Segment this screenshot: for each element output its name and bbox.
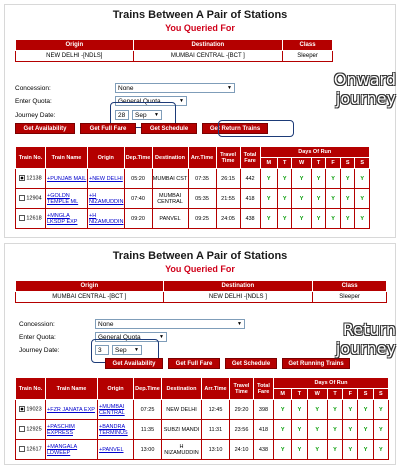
day-run-mark: Y bbox=[343, 420, 358, 440]
concession-select[interactable] bbox=[95, 319, 245, 329]
train-select-radio[interactable] bbox=[19, 195, 25, 201]
total-fare: 418 bbox=[254, 420, 274, 440]
day-s: S bbox=[373, 389, 388, 400]
origin-link[interactable]: +BANDRA TERMINUS bbox=[98, 420, 134, 440]
travel-time: 21:55 bbox=[216, 189, 240, 209]
day-run-mark: Y bbox=[277, 189, 292, 209]
quota-value: General Quota bbox=[118, 97, 161, 105]
day-run-mark: Y bbox=[307, 440, 327, 460]
day-w: W bbox=[292, 158, 311, 169]
col-total-fare: Total Fare bbox=[240, 147, 260, 169]
concession-select[interactable] bbox=[115, 83, 235, 93]
total-fare: 438 bbox=[254, 440, 274, 460]
train-no: 12925 bbox=[26, 426, 42, 433]
day-run-mark: Y bbox=[373, 440, 388, 460]
train-no: 12904 bbox=[26, 195, 42, 202]
get-running-trains-button[interactable]: Get Running Trains bbox=[282, 358, 350, 369]
onward-panel bbox=[4, 4, 396, 238]
col-origin: Origin bbox=[98, 378, 134, 400]
table-row bbox=[16, 440, 389, 460]
query-table bbox=[15, 280, 387, 303]
date-day-input[interactable]: 28 bbox=[115, 110, 129, 120]
onward-callout: Onward journey bbox=[333, 70, 396, 108]
col-destination: Destination bbox=[162, 378, 202, 400]
day-f: F bbox=[343, 389, 358, 400]
arr-time: 07:35 bbox=[188, 169, 216, 189]
day-run-mark: Y bbox=[311, 209, 326, 229]
results-table bbox=[15, 146, 370, 229]
day-run-mark: Y bbox=[311, 189, 326, 209]
train-no-cell[interactable] bbox=[16, 209, 46, 229]
col-arr-time: Arr.Time bbox=[202, 378, 230, 400]
col-dep-time: Dep.Time bbox=[124, 147, 152, 169]
query-header-destination: Destination bbox=[133, 40, 283, 51]
day-s: S bbox=[355, 158, 370, 169]
arr-time: 09:25 bbox=[188, 209, 216, 229]
destination: PANVEL bbox=[152, 209, 188, 229]
concession-value: None bbox=[118, 84, 134, 92]
train-no-cell[interactable] bbox=[16, 169, 46, 189]
date-day-input[interactable]: 3 bbox=[95, 345, 109, 355]
quota-label: Enter Quota: bbox=[15, 97, 52, 105]
query-class: Sleeper bbox=[283, 51, 333, 62]
col-days-of-run: Days Of Run bbox=[274, 378, 389, 389]
table-row bbox=[16, 189, 370, 209]
get-schedule-button[interactable]: Get Schedule bbox=[225, 358, 277, 369]
travel-time: 29:20 bbox=[230, 400, 254, 420]
day-run-mark: Y bbox=[307, 420, 327, 440]
concession-label: Concession: bbox=[19, 320, 55, 328]
train-select-radio[interactable] bbox=[19, 426, 25, 432]
destination: H NIZAMUDDIN bbox=[162, 440, 202, 460]
day-run-mark: Y bbox=[307, 400, 327, 420]
page-subtitle: You Queried For bbox=[165, 264, 235, 274]
results-body bbox=[16, 169, 370, 229]
day-run-mark: Y bbox=[292, 440, 307, 460]
get-full-fare-button[interactable]: Get Full Fare bbox=[80, 123, 136, 134]
train-select-radio[interactable] bbox=[19, 446, 25, 452]
origin-link[interactable]: +PANVEL bbox=[98, 440, 134, 460]
dep-time: 13:00 bbox=[134, 440, 162, 460]
day-run-mark: Y bbox=[274, 440, 292, 460]
day-run-mark: Y bbox=[260, 209, 277, 229]
arr-time: 12:45 bbox=[202, 400, 230, 420]
travel-time: 26:15 bbox=[216, 169, 240, 189]
day-run-mark: Y bbox=[326, 189, 341, 209]
day-run-mark: Y bbox=[358, 440, 373, 460]
day-m: M bbox=[260, 158, 277, 169]
total-fare: 398 bbox=[254, 400, 274, 420]
get-schedule-button[interactable]: Get Schedule bbox=[141, 123, 197, 134]
train-no: 12138 bbox=[26, 175, 42, 182]
day-w: W bbox=[307, 389, 327, 400]
day-t: T bbox=[311, 158, 326, 169]
train-select-radio[interactable] bbox=[19, 406, 25, 412]
destination: SUBZI MANDI bbox=[162, 420, 202, 440]
day-run-mark: Y bbox=[343, 400, 358, 420]
get-availability-button[interactable]: Get Availability bbox=[105, 358, 163, 369]
date-label: Journey Date: bbox=[15, 111, 56, 119]
query-destination: MUMBAI CENTRAL -[BCT ] bbox=[133, 51, 283, 62]
col-dep-time: Dep.Time bbox=[134, 378, 162, 400]
train-no-cell[interactable] bbox=[16, 420, 46, 440]
day-s: S bbox=[340, 158, 355, 169]
day-run-mark: Y bbox=[373, 420, 388, 440]
day-run-mark: Y bbox=[292, 189, 311, 209]
day-run-mark: Y bbox=[340, 209, 355, 229]
total-fare: 418 bbox=[240, 189, 260, 209]
arr-time: 11:31 bbox=[202, 420, 230, 440]
col-travel-time: Travel Time bbox=[230, 378, 254, 400]
query-origin: NEW DELHI -[NDLS] bbox=[16, 51, 134, 62]
day-run-mark: Y bbox=[343, 440, 358, 460]
concession-label: Concession: bbox=[15, 84, 51, 92]
day-run-mark: Y bbox=[340, 189, 355, 209]
day-run-mark: Y bbox=[326, 209, 341, 229]
train-no-cell[interactable] bbox=[16, 440, 46, 460]
page-subtitle: You Queried For bbox=[165, 23, 235, 33]
query-header-destination: Destination bbox=[163, 281, 313, 292]
get-full-fare-button[interactable]: Get Full Fare bbox=[168, 358, 220, 369]
concession-row bbox=[15, 83, 235, 93]
get-return-trains-button[interactable]: Get Return Trains bbox=[202, 123, 268, 134]
arr-time: 13:10 bbox=[202, 440, 230, 460]
day-t: T bbox=[292, 389, 307, 400]
chevron-down-icon: ▼ bbox=[237, 321, 242, 327]
train-name-link[interactable]: +FZR JANATA EXP bbox=[46, 400, 98, 420]
travel-time: 23:56 bbox=[230, 420, 254, 440]
return-callout: Return journey bbox=[335, 320, 396, 358]
col-days-of-run: Days Of Run bbox=[260, 147, 369, 158]
total-fare: 442 bbox=[240, 169, 260, 189]
train-no-cell[interactable] bbox=[16, 400, 46, 420]
day-run-mark: Y bbox=[340, 169, 355, 189]
col-arr-time: Arr.Time bbox=[188, 147, 216, 169]
table-row bbox=[16, 169, 370, 189]
day-run-mark: Y bbox=[358, 400, 373, 420]
quota-value: General Quota bbox=[98, 333, 141, 341]
query-class: Sleeper bbox=[313, 292, 387, 303]
results-table bbox=[15, 377, 389, 460]
day-run-mark: Y bbox=[292, 209, 311, 229]
col-origin: Origin bbox=[88, 147, 125, 169]
train-no: 12617 bbox=[26, 446, 42, 453]
chevron-down-icon: ▼ bbox=[159, 334, 164, 340]
origin-link[interactable]: +MUMBAI CENTRAL bbox=[98, 400, 134, 420]
page-title: Trains Between A Pair of Stations bbox=[112, 9, 288, 21]
day-run-mark: Y bbox=[355, 189, 370, 209]
day-run-mark: Y bbox=[355, 169, 370, 189]
date-month-value: Sep bbox=[115, 346, 127, 354]
get-availability-button[interactable]: Get Availability bbox=[15, 123, 75, 134]
train-name-link[interactable]: +GOLDN TEMPLE ML bbox=[46, 189, 88, 209]
action-buttons bbox=[105, 358, 350, 369]
day-run-mark: Y bbox=[327, 440, 342, 460]
table-row bbox=[16, 400, 389, 420]
day-run-mark: Y bbox=[260, 169, 277, 189]
concession-row bbox=[19, 319, 245, 329]
origin-link[interactable]: +H NIZAMUDDIN bbox=[88, 189, 125, 209]
day-f: F bbox=[326, 158, 341, 169]
train-select-radio[interactable] bbox=[19, 215, 25, 221]
day-run-mark: Y bbox=[260, 189, 277, 209]
day-m: M bbox=[274, 389, 292, 400]
travel-time: 24:10 bbox=[230, 440, 254, 460]
dep-time: 11:35 bbox=[134, 420, 162, 440]
day-t: T bbox=[277, 158, 292, 169]
travel-time: 24:05 bbox=[216, 209, 240, 229]
query-destination: NEW DELHI -[NDLS ] bbox=[163, 292, 313, 303]
chevron-down-icon: ▼ bbox=[227, 85, 232, 91]
chevron-down-icon: ▼ bbox=[134, 347, 139, 353]
query-header-class: Class bbox=[313, 281, 387, 292]
quota-label: Enter Quota: bbox=[19, 333, 56, 341]
dep-time: 07:40 bbox=[124, 189, 152, 209]
day-run-mark: Y bbox=[355, 209, 370, 229]
chevron-down-icon: ▼ bbox=[179, 98, 184, 104]
day-run-mark: Y bbox=[274, 420, 292, 440]
day-run-mark: Y bbox=[326, 169, 341, 189]
train-name-link[interactable]: +MNGLA LKSDP EXP bbox=[46, 209, 88, 229]
query-header-class: Class bbox=[283, 40, 333, 51]
query-header-origin: Origin bbox=[16, 281, 164, 292]
train-name-link[interactable]: +MANGALA LDWEEP bbox=[46, 440, 98, 460]
col-train-no: Train No. bbox=[16, 378, 46, 400]
col-travel-time: Travel Time bbox=[216, 147, 240, 169]
train-name-link[interactable]: +PUNJAB MAIL bbox=[46, 169, 88, 189]
arr-time: 05:35 bbox=[188, 189, 216, 209]
col-train-name: Train Name bbox=[46, 147, 88, 169]
col-train-no: Train No. bbox=[16, 147, 46, 169]
day-run-mark: Y bbox=[327, 420, 342, 440]
col-destination: Destination bbox=[152, 147, 188, 169]
dep-time: 07:25 bbox=[134, 400, 162, 420]
dep-time: 09:20 bbox=[124, 209, 152, 229]
total-fare: 438 bbox=[240, 209, 260, 229]
day-run-mark: Y bbox=[358, 420, 373, 440]
destination: MUMBAI CST bbox=[152, 169, 188, 189]
day-run-mark: Y bbox=[327, 400, 342, 420]
day-run-mark: Y bbox=[373, 400, 388, 420]
origin-link[interactable]: +H NIZAMUDDIN bbox=[88, 209, 125, 229]
day-run-mark: Y bbox=[277, 209, 292, 229]
day-run-mark: Y bbox=[277, 169, 292, 189]
col-total-fare: Total Fare bbox=[254, 378, 274, 400]
day-run-mark: Y bbox=[292, 169, 311, 189]
day-run-mark: Y bbox=[292, 400, 307, 420]
date-month-value: Sep bbox=[135, 111, 147, 119]
train-name-link[interactable]: +PASCHIM EXPRESS bbox=[46, 420, 98, 440]
dep-time: 05:20 bbox=[124, 169, 152, 189]
query-origin: MUMBAI CENTRAL -[BCT ] bbox=[16, 292, 164, 303]
chevron-down-icon: ▼ bbox=[154, 112, 159, 118]
origin-link[interactable]: +NEW DELHI bbox=[88, 169, 125, 189]
return-button-highlight bbox=[218, 120, 294, 137]
query-table bbox=[15, 39, 333, 62]
col-train-name: Train Name bbox=[46, 378, 98, 400]
page-title: Trains Between A Pair of Stations bbox=[112, 250, 288, 262]
date-label: Journey Date: bbox=[19, 346, 60, 354]
destination: MUMBAI CENTRAL bbox=[152, 189, 188, 209]
day-run-mark: Y bbox=[292, 420, 307, 440]
destination: NEW DELHI bbox=[162, 400, 202, 420]
day-run-mark: Y bbox=[274, 400, 292, 420]
day-t: T bbox=[327, 389, 342, 400]
train-select-radio[interactable] bbox=[19, 175, 25, 181]
day-run-mark: Y bbox=[311, 169, 326, 189]
results-body bbox=[16, 400, 389, 460]
table-row bbox=[16, 209, 370, 229]
train-no-cell[interactable] bbox=[16, 189, 46, 209]
day-s: S bbox=[358, 389, 373, 400]
train-no: 12618 bbox=[26, 215, 42, 222]
query-header-origin: Origin bbox=[16, 40, 134, 51]
concession-value: None bbox=[98, 320, 114, 328]
train-no: 19023 bbox=[26, 406, 42, 413]
table-row bbox=[16, 420, 389, 440]
